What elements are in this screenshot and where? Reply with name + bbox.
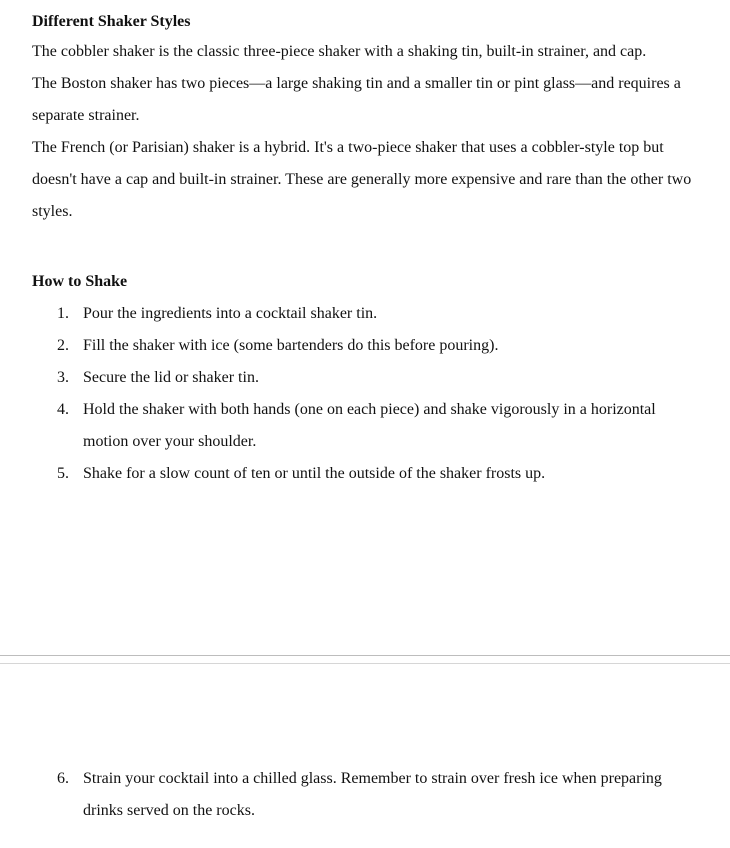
step-number: 5. [57, 465, 69, 482]
shaker-styles-body [32, 36, 692, 228]
step-text: Pour the ingredients into a cocktail shaker tin. [83, 305, 378, 322]
step-list-item [32, 298, 692, 330]
step-number: 3. [57, 369, 69, 386]
step-text: Fill the shaker with ice (some bartenders do this before pouring). [83, 337, 499, 354]
step-list-item [32, 394, 692, 458]
step-number: 4. [57, 401, 69, 418]
page-bottom-content [32, 763, 692, 827]
page-break-divider-top [0, 655, 730, 656]
step-list-item [32, 362, 692, 394]
how-to-shake-steps-continued [32, 763, 692, 827]
french-shaker-paragraph: The French (or Parisian) shaker is a hybrid. It's a two-piece shaker that uses a cobbler-style top but doesn't have a cap and built-in strainer. These are generally more expensive and rare than the other two styles. [32, 139, 692, 220]
step-number: 6. [57, 770, 69, 787]
step-text: Shake for a slow count of ten or until the outside of the shaker frosts up. [83, 465, 546, 482]
step-number: 2. [57, 337, 69, 354]
how-to-shake-heading: How to Shake [32, 273, 128, 290]
boston-shaker-paragraph: The Boston shaker has two pieces—a large shaking tin and a smaller tin or pint glass—and requires a separate strainer. [32, 75, 681, 124]
step-number: 1. [57, 305, 69, 322]
step-list-item [32, 458, 692, 490]
page-top-content [32, 0, 692, 490]
step-list-item [32, 330, 692, 362]
step-list-item [32, 763, 692, 827]
how-to-shake-steps [32, 298, 692, 490]
page-break-divider-bottom [0, 663, 730, 664]
step-text: Secure the lid or shaker tin. [83, 369, 259, 386]
step-text: Hold the shaker with both hands (one on each piece) and shake vigorously in a horizontal motion over your shoulder. [83, 401, 656, 450]
cobbler-shaker-paragraph: The cobbler shaker is the classic three-piece shaker with a shaking tin, built-in strainer, and cap. [32, 43, 647, 60]
step-text: Strain your cocktail into a chilled glass. Remember to strain over fresh ice when preparing drinks served on the rocks. [83, 770, 662, 819]
shaker-styles-heading: Different Shaker Styles [32, 13, 191, 30]
